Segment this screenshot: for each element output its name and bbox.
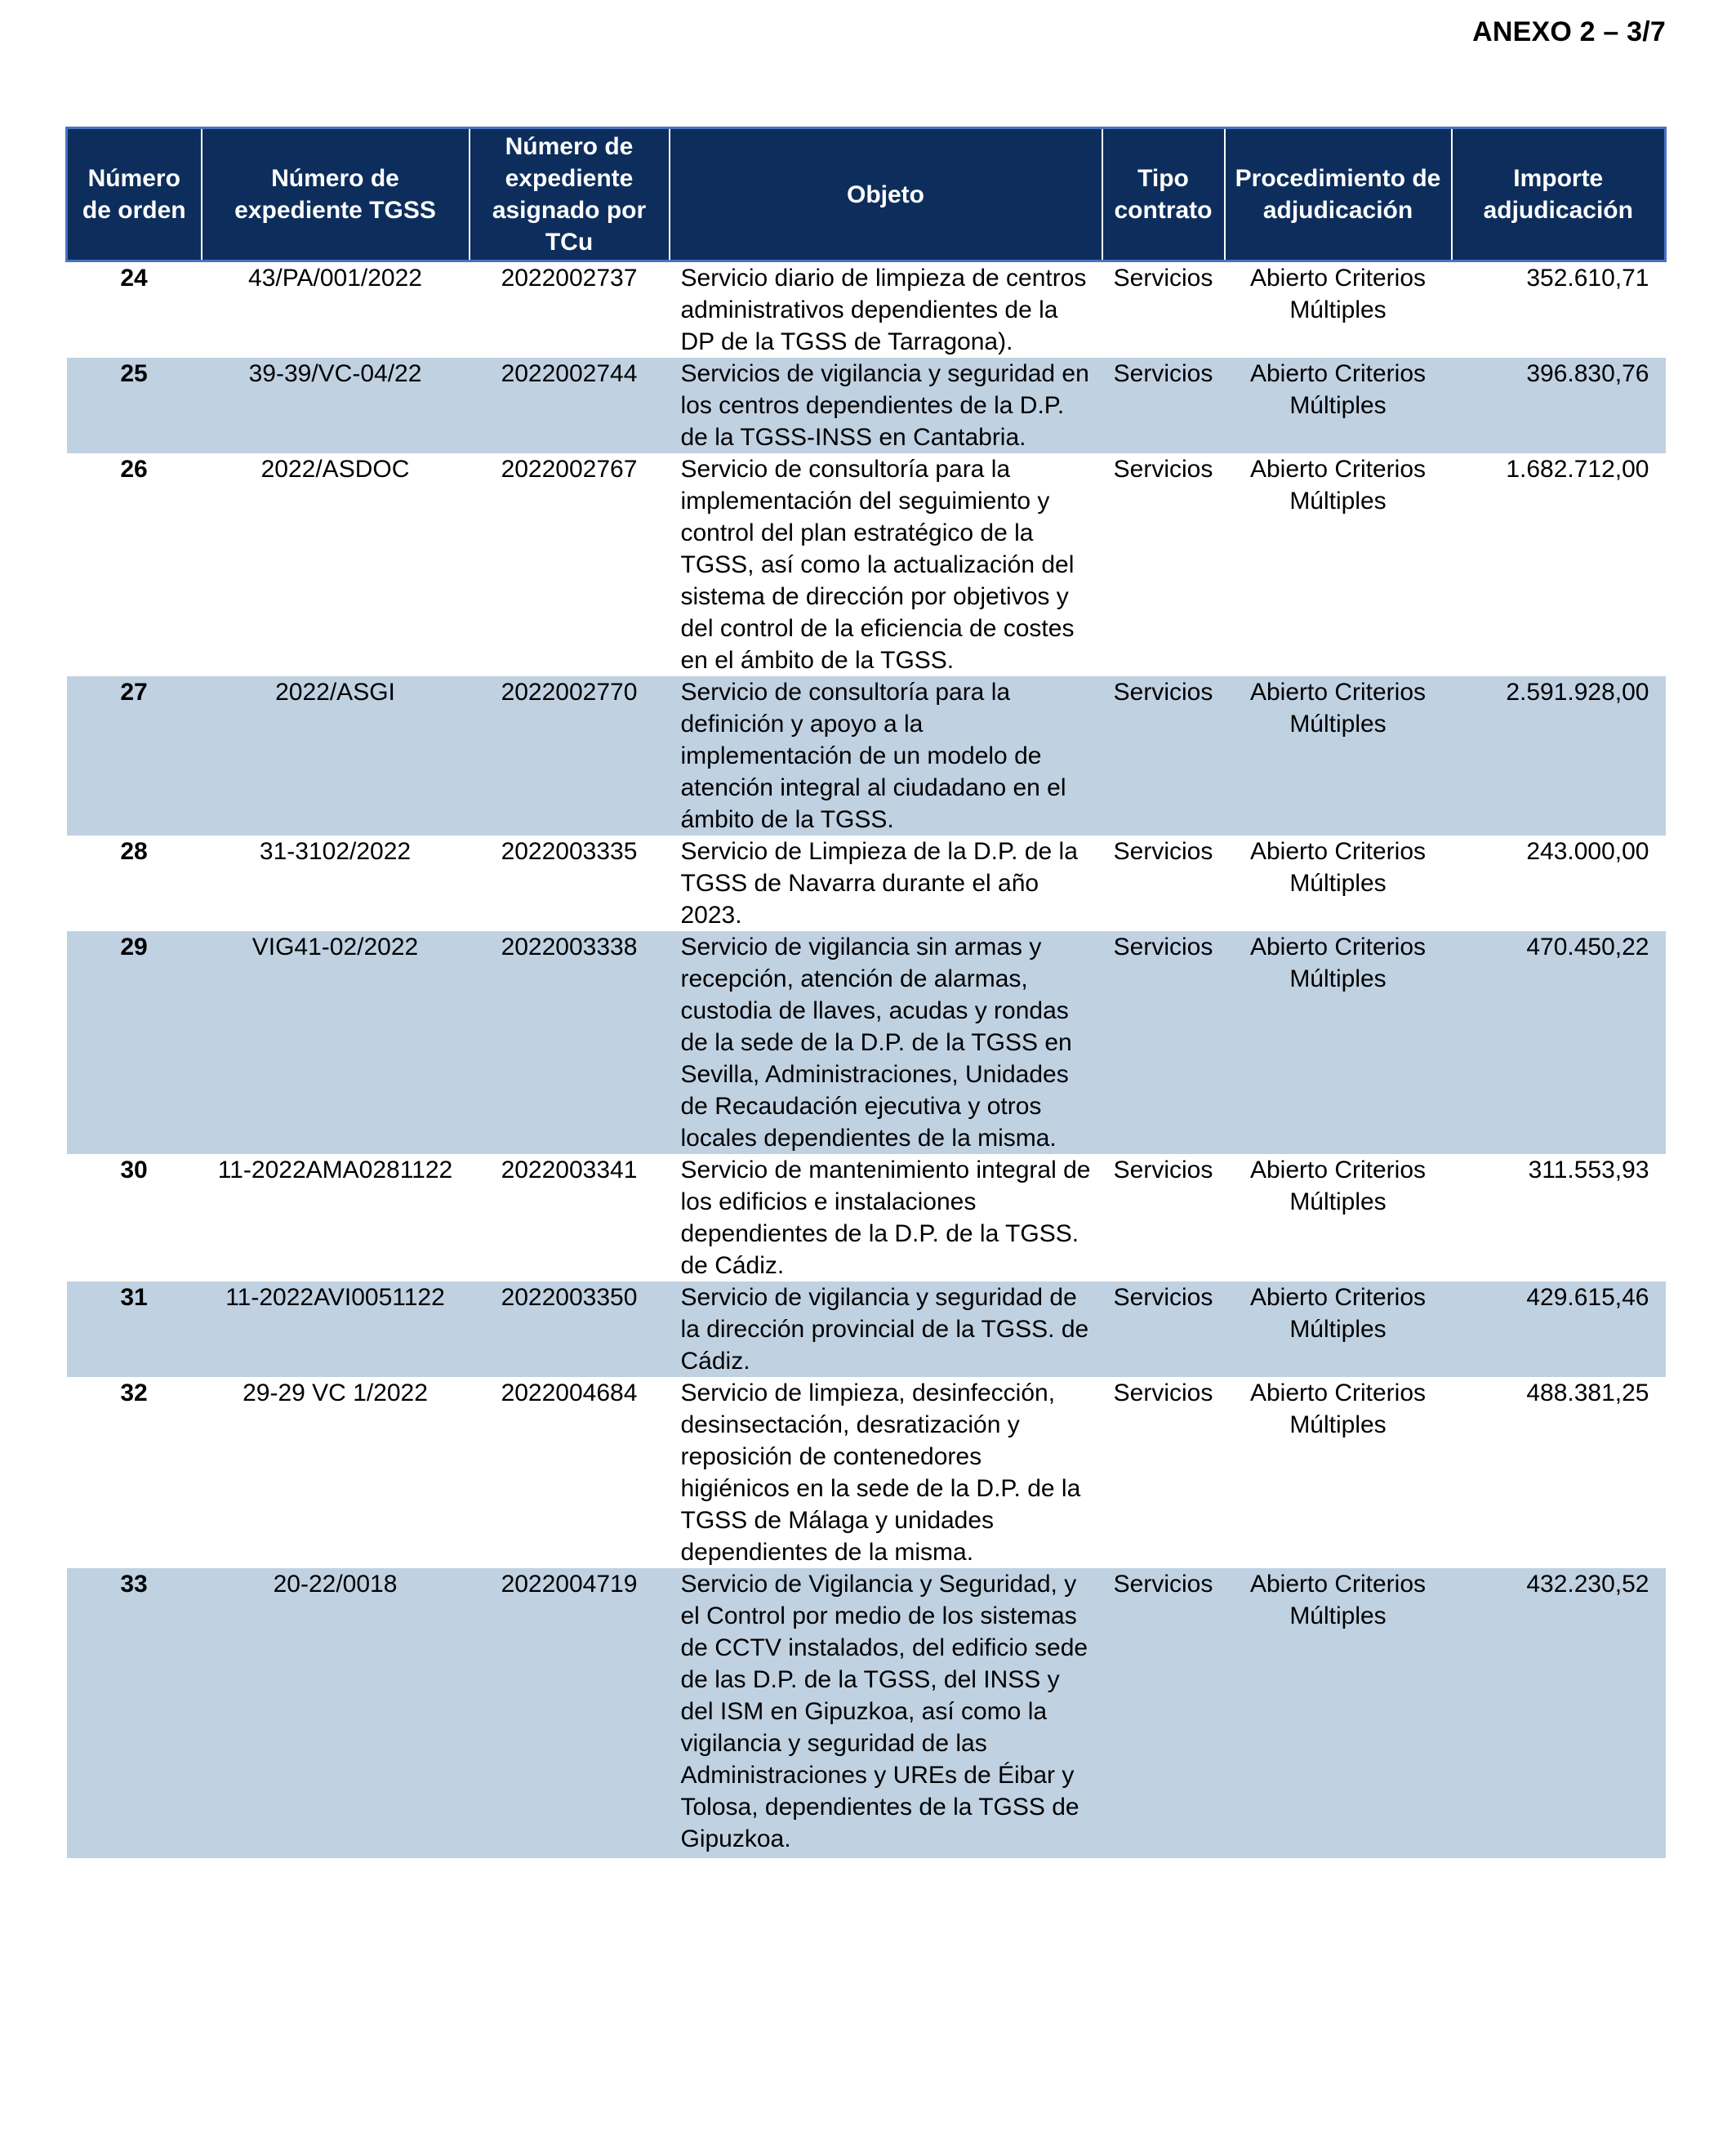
- annex-page-label: ANEXO 2 – 3/7: [1472, 16, 1666, 47]
- cell-objeto: Servicio de limpieza, desinfección, desinsectación, desratización y reposición de contenedores higiénicos en la sede de la D.P. de la TGSS de Málaga y unidades dependientes de la misma.: [680, 1380, 1081, 1566]
- cell-importe: 311.553,93: [1528, 1157, 1649, 1183]
- cell-orden: 30: [120, 1157, 148, 1183]
- cell-expediente-tcu: 2022002744: [470, 358, 670, 453]
- column-header-importe: Importe adjudicación: [1452, 128, 1666, 261]
- cell-procedimiento: Abierto Criterios Múltiples: [1225, 1568, 1452, 1858]
- cell-expediente-tcu: 2022003341: [501, 1157, 638, 1183]
- cell-orden: 24: [120, 265, 148, 292]
- cell-importe: 470.450,22: [1452, 931, 1666, 1154]
- cell-tipo-contrato: Servicios: [1102, 676, 1225, 836]
- cell-expediente-tgss: 2022/ASDOC: [260, 456, 410, 483]
- cell-tipo-contrato: Servicios: [1102, 358, 1225, 453]
- cell-expediente-tcu: 2022002737: [501, 265, 638, 292]
- table-row: [67, 1154, 1666, 1281]
- cell-procedimiento: Abierto Criterios Múltiples: [1249, 265, 1427, 323]
- cell-orden: 29: [67, 931, 202, 1154]
- cell-importe: 352.610,71: [1526, 265, 1649, 292]
- cell-objeto: Servicio de mantenimiento integral de los edificios e instalaciones dependientes de la D.P. de la TGSS. de Cádiz.: [680, 1157, 1091, 1279]
- cell-expediente-tgss: 31-3102/2022: [259, 838, 412, 865]
- cell-objeto: Servicio diario de limpieza de centros administrativos dependientes de la DP de la TGSS de Tarragona).: [680, 265, 1087, 355]
- cell-expediente-tgss: 29-29 VC 1/2022: [243, 1380, 428, 1406]
- table-row: [67, 1568, 1666, 1858]
- column-header-expediente-tgss: Número de expediente TGSS: [202, 128, 470, 261]
- cell-procedimiento: Abierto Criterios Múltiples: [1225, 358, 1452, 453]
- table-row: [67, 836, 1666, 931]
- cell-expediente-tcu: 2022003338: [470, 931, 670, 1154]
- cell-expediente-tgss: VIG41-02/2022: [202, 931, 470, 1154]
- cell-importe: 396.830,76: [1452, 358, 1666, 453]
- cell-expediente-tgss: 2022/ASGI: [202, 676, 470, 836]
- table-row: [67, 1281, 1666, 1377]
- cell-orden: 25: [67, 358, 202, 453]
- cell-objeto: Servicio de Vigilancia y Seguridad, y el Control por medio de los sistemas de CCTV instalados, del edificio sede de las D.P. de la TGSS, del INSS y del ISM en Gipuzkoa, así como la vigilancia y seguridad de las Administraciones y UREs de Éibar y Tolosa, dependientes de la TGSS de Gipuzkoa.: [670, 1568, 1102, 1858]
- cell-tipo-contrato: Servicios: [1113, 456, 1213, 483]
- cell-procedimiento: Abierto Criterios Múltiples: [1225, 931, 1452, 1154]
- cell-procedimiento: Abierto Criterios Múltiples: [1249, 456, 1427, 515]
- column-header-expediente-tcu: Número de expediente asignado por TCu: [470, 128, 670, 261]
- cell-expediente-tgss: 39-39/VC-04/22: [202, 358, 470, 453]
- cell-expediente-tgss: 11-2022AVI0051122: [202, 1281, 470, 1377]
- cell-importe: 432.230,52: [1452, 1568, 1666, 1858]
- cell-orden: 32: [120, 1380, 148, 1406]
- table-row: [67, 358, 1666, 453]
- cell-orden: 33: [67, 1568, 202, 1858]
- cell-objeto: Servicio de consultoría para la implementación del seguimiento y control del plan estratégico de la TGSS, así como la actualización del sistema de dirección por objetivos y del control de la eficiencia de costes en el ámbito de la TGSS.: [680, 456, 1075, 674]
- cell-procedimiento: Abierto Criterios Múltiples: [1225, 1281, 1452, 1377]
- cell-procedimiento: Abierto Criterios Múltiples: [1249, 838, 1427, 897]
- table-row: [67, 931, 1666, 1154]
- cell-expediente-tcu: 2022002770: [470, 676, 670, 836]
- cell-procedimiento: Abierto Criterios Múltiples: [1249, 1380, 1427, 1438]
- cell-expediente-tcu: 2022002767: [501, 456, 638, 483]
- cell-procedimiento: Abierto Criterios Múltiples: [1225, 676, 1452, 836]
- cell-tipo-contrato: Servicios: [1102, 1281, 1225, 1377]
- cell-expediente-tcu: 2022004719: [470, 1568, 670, 1858]
- cell-tipo-contrato: Servicios: [1113, 1380, 1213, 1406]
- column-header-tipo: Tipo contrato: [1102, 128, 1225, 261]
- cell-importe: 1.682.712,00: [1506, 456, 1649, 483]
- cell-importe: 243.000,00: [1526, 838, 1649, 865]
- cell-importe: 488.381,25: [1526, 1380, 1649, 1406]
- cell-expediente-tgss: 11-2022AMA0281122: [217, 1157, 453, 1183]
- cell-expediente-tcu: 2022004684: [501, 1380, 638, 1406]
- cell-objeto: Servicio de vigilancia y seguridad de la dirección provincial de la TGSS. de Cádiz.: [670, 1281, 1102, 1377]
- column-header-procedimiento: Procedimiento de adjudicación: [1225, 128, 1452, 261]
- cell-objeto: Servicio de vigilancia sin armas y recepción, atención de alarmas, custodia de llaves, acudas y rondas de la sede de la D.P. de la TGSS en Sevilla, Administraciones, Unidades de Recaudación ejecutiva y otros locales dependientes de la misma.: [670, 931, 1102, 1154]
- column-header-orden: Número de orden: [67, 128, 202, 261]
- table-header: [67, 128, 1666, 261]
- column-header-objeto: Objeto: [670, 128, 1102, 261]
- cell-importe: 2.591.928,00: [1452, 676, 1666, 836]
- table-row: [67, 676, 1666, 836]
- cell-orden: 27: [67, 676, 202, 836]
- cell-procedimiento: Abierto Criterios Múltiples: [1249, 1157, 1427, 1215]
- cell-tipo-contrato: Servicios: [1102, 931, 1225, 1154]
- cell-importe: 429.615,46: [1452, 1281, 1666, 1377]
- table-body: [67, 261, 1666, 1859]
- cell-tipo-contrato: Servicios: [1113, 265, 1213, 292]
- cell-objeto: Servicios de vigilancia y seguridad en los centros dependientes de la D.P. de la TGSS-INSS en Cantabria.: [670, 358, 1102, 453]
- cell-orden: 31: [67, 1281, 202, 1377]
- cell-tipo-contrato: Servicios: [1113, 1157, 1213, 1183]
- cell-objeto: Servicio de consultoría para la definición y apoyo a la implementación de un modelo de atención integral al ciudadano en el ámbito de la TGSS.: [670, 676, 1102, 836]
- cell-objeto: Servicio de Limpieza de la D.P. de la TGSS de Navarra durante el año 2023.: [680, 838, 1078, 929]
- cell-tipo-contrato: Servicios: [1102, 1568, 1225, 1858]
- cell-orden: 26: [120, 456, 148, 483]
- cell-orden: 28: [120, 838, 148, 865]
- cell-expediente-tcu: 2022003350: [470, 1281, 670, 1377]
- table-row: [67, 453, 1666, 676]
- cell-expediente-tcu: 2022003335: [501, 838, 638, 865]
- table-row: [67, 1377, 1666, 1568]
- contracts-table: [65, 127, 1667, 1858]
- table-row: [67, 261, 1666, 359]
- cell-expediente-tgss: 20-22/0018: [202, 1568, 470, 1858]
- cell-expediente-tgss: 43/PA/001/2022: [248, 265, 422, 292]
- cell-tipo-contrato: Servicios: [1113, 838, 1213, 865]
